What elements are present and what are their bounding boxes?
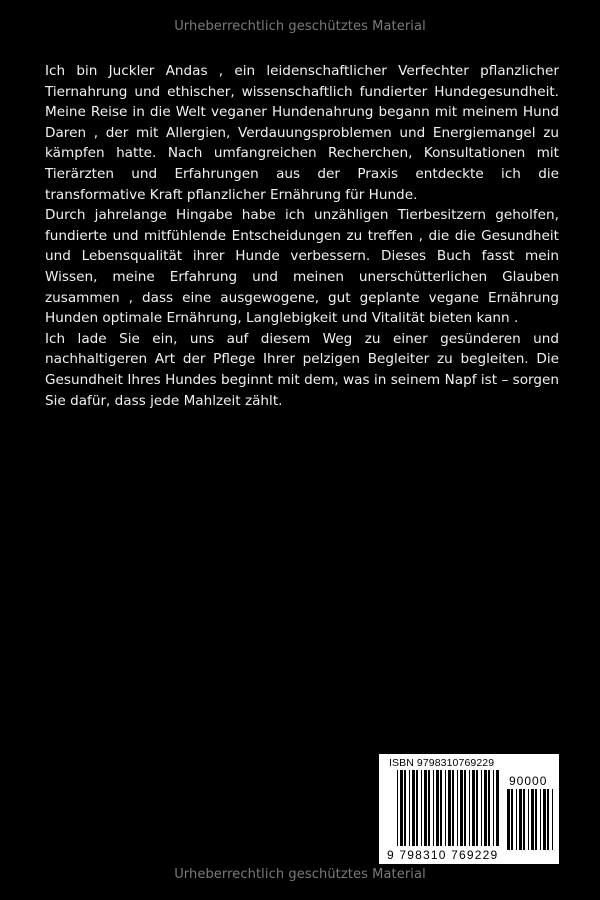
barcode-bar	[481, 770, 482, 846]
barcode-bar	[428, 770, 430, 846]
barcode-bar	[397, 770, 398, 846]
barcode-bar	[472, 770, 475, 846]
barcode-bar	[540, 789, 541, 850]
barcode-bar	[424, 770, 427, 846]
barcode-bar	[484, 770, 487, 846]
barcode-bar	[464, 770, 466, 846]
barcode-bar	[445, 770, 446, 846]
barcode-addon-digits: 90000	[509, 774, 548, 788]
blurb-paragraph: Ich lade Sie ein, uns auf diesem Weg zu einer gesünderen und nachhaltigeren Art der Pflege Ihrer pelzigen Begleiter zu begleiten. Die Gesundheit Ihres Hundes beginnt mit dem, was in seinem Napf ist – sorgen Sie dafür, dass jede Mahlzeit zählt.	[45, 330, 559, 409]
barcode-bar	[409, 770, 410, 846]
barcode-bar	[452, 770, 454, 846]
barcode-digits: 9 798310 769229	[387, 848, 499, 862]
copyright-watermark-bottom: Urheberrechtlich geschütztes Material	[174, 867, 426, 882]
barcode-bar	[412, 770, 415, 846]
barcode-bar	[436, 770, 439, 846]
barcode-bar	[457, 770, 458, 846]
barcode-bar	[448, 770, 451, 846]
isbn-label: ISBN 9798310769229	[389, 757, 495, 769]
barcode-bar	[543, 789, 546, 850]
author-blurb	[45, 61, 559, 411]
barcode-bar	[535, 789, 537, 850]
barcode-bar	[440, 770, 442, 846]
barcode-bar	[460, 770, 463, 846]
barcode-bar	[552, 789, 553, 850]
barcode-bar	[519, 789, 522, 850]
barcode-bar	[433, 770, 434, 846]
barcode-bar	[493, 770, 494, 846]
barcode-bar	[523, 789, 525, 850]
barcode-bar	[404, 770, 406, 846]
barcode-bar	[488, 770, 490, 846]
barcode-bar	[531, 789, 534, 850]
blurb-paragraph: Ich bin Juckler Andas , ein leidenschaftlicher Verfechter pflanzlicher Tiernahrung und ethischer, wissenschaftlich fundierter Hundegesundheit. Meine Reise in die Welt veganer Hundenahrung begann mit meinem Hund Daren , der mit Allergien, Verdauungsproblemen und Energiemangel zu kämpfen hatte. Nach umfangreichen Recherchen, Konsultationen mit Tierärzten und Erfahrungen aus der Praxis entdeckte ich die transformative Kraft pflanzlicher Ernährung für Hunde.	[45, 63, 559, 203]
barcode-bar	[476, 770, 478, 846]
barcode-bar	[469, 770, 470, 846]
barcode-bar	[416, 770, 418, 846]
barcode-bar	[507, 789, 510, 850]
blurb-paragraph: Durch jahrelange Hingabe habe ich unzähligen Tierbesitzern geholfen, fundierte und mitfühlende Entscheidungen zu treffen , die die Gesundheit und Lebensqualität ihrer Hunde verbessern. Dieses Buch fasst mein Wissen, meine Erfahrung und meinen unerschütterlichen Glauben zusammen , dass eine ausgewogene, gut geplante vegane Ernährung Hunden optimale Ernährung, Langlebigkeit und Vitalität bieten kann .	[45, 207, 559, 327]
barcode-bar	[496, 770, 499, 846]
barcode-bar	[511, 789, 513, 850]
barcode-bar	[547, 789, 549, 850]
barcode-bar	[528, 789, 529, 850]
barcode-bar	[400, 770, 403, 846]
barcode-bar	[421, 770, 422, 846]
copyright-watermark-top: Urheberrechtlich geschütztes Material	[174, 19, 426, 34]
barcode-bar	[516, 789, 517, 850]
isbn-barcode-box	[379, 754, 559, 864]
